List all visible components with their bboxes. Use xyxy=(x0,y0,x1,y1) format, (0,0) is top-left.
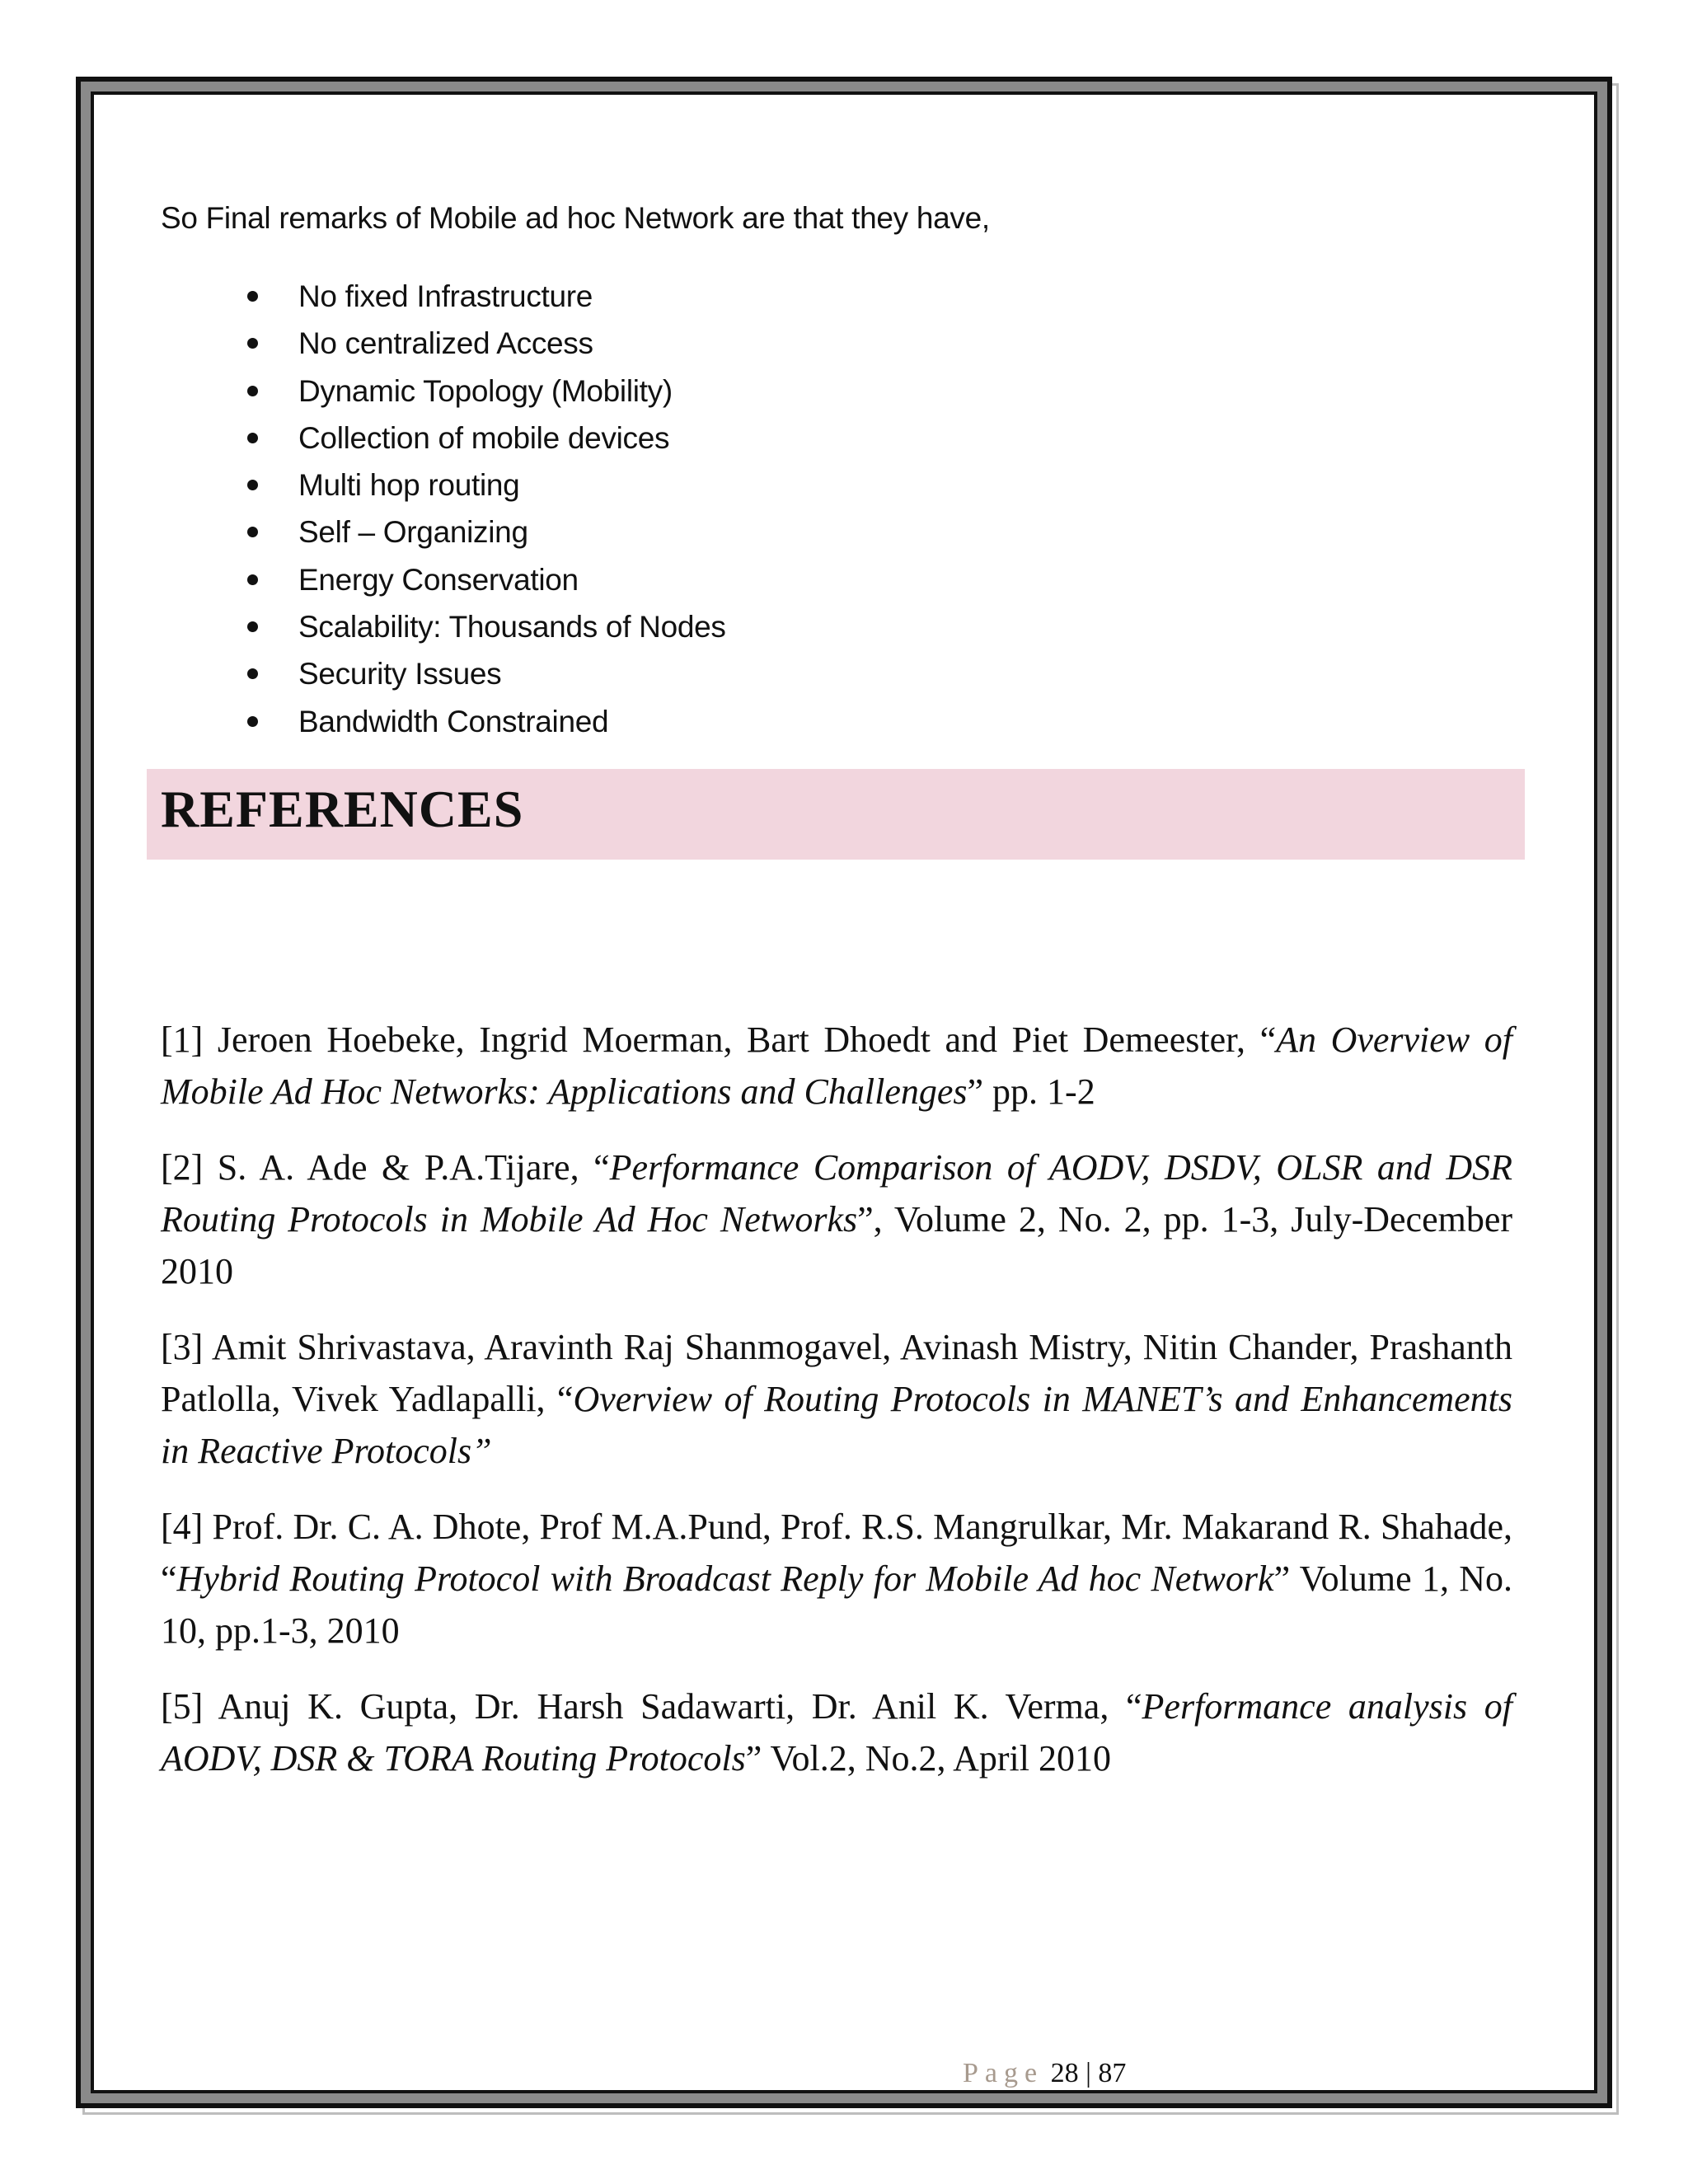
reference-title: Hybrid Routing Protocol with Broadcast Reply for Mobile Ad hoc Network xyxy=(176,1558,1274,1599)
bullet-icon xyxy=(247,291,258,302)
list-item: Dynamic Topology (Mobility) xyxy=(247,368,726,415)
reference-entry: [3] Amit Shrivastava, Aravinth Raj Shanmogavel, Avinash Mistry, Nitin Chander, Prashanth Patlolla, Vivek Yadlapalli, “Overview of Routing Protocols in MANET’s and Enhancements in Reactive Protocols” xyxy=(161,1327,1512,1471)
bullet-icon xyxy=(247,480,258,490)
list-item: Scalability: Thousands of Nodes xyxy=(247,603,726,650)
bullet-icon xyxy=(247,574,258,585)
reference-entry: [1] Jeroen Hoebeke, Ingrid Moerman, Bart Dhoedt and Piet Demeester, “An Overview of Mobile Ad Hoc Networks: Applications and Challenges” pp. 1-2 xyxy=(161,1019,1512,1112)
list-item: Energy Conservation xyxy=(247,556,726,603)
remarks-list xyxy=(247,273,726,745)
references-list xyxy=(161,1014,1512,1808)
bullet-icon xyxy=(247,433,258,443)
list-item: Multi hop routing xyxy=(247,462,726,509)
bullet-icon xyxy=(247,668,258,679)
list-item: No centralized Access xyxy=(247,320,726,367)
bullet-icon xyxy=(247,621,258,632)
bullet-icon xyxy=(247,338,258,349)
list-item: Security Issues xyxy=(247,650,726,697)
bullet-icon xyxy=(247,386,258,396)
reference-title: An Overview of Mobile Ad Hoc Networks: Applications and Challenges xyxy=(161,1019,1512,1112)
intro-paragraph: So Final remarks of Mobile ad hoc Network are that they have, xyxy=(161,201,990,235)
bullet-icon xyxy=(247,716,258,727)
list-item: No fixed Infrastructure xyxy=(247,273,726,320)
reference-title: Performance analysis of AODV, DSR & TORA Routing Protocols xyxy=(161,1686,1512,1779)
bullet-icon xyxy=(247,527,258,537)
reference-entry: [5] Anuj K. Gupta, Dr. Harsh Sadawarti, Dr. Anil K. Verma, “Performance analysis of AODV, DSR & TORA Routing Protocols” Vol.2, No.2, April 2010 xyxy=(161,1686,1512,1779)
references-heading: REFERENCES xyxy=(161,780,524,838)
page-label: Page xyxy=(963,2058,1044,2088)
list-item: Bandwidth Constrained xyxy=(247,698,726,745)
reference-entry: [4] Prof. Dr. C. A. Dhote, Prof M.A.Pund, Prof. R.S. Mangrulkar, Mr. Makarand R. Shahade, “Hybrid Routing Protocol with Broadcast Reply for Mobile Ad hoc Network” Volume 1, No. 10, pp.1-3, 2010 xyxy=(161,1507,1512,1651)
list-item: Self – Organizing xyxy=(247,509,726,555)
list-item: Collection of mobile devices xyxy=(247,415,726,462)
reference-title: Overview of Routing Protocols in MANET’s and Enhancements in Reactive Protocols” xyxy=(161,1379,1512,1471)
reference-title: Performance Comparison of AODV, DSDV, OLSR and DSR Routing Protocols in Mobile Ad Hoc Networks xyxy=(161,1147,1512,1240)
page-number-footer xyxy=(963,2058,1126,2089)
reference-entry: [2] S. A. Ade & P.A.Tijare, “Performance Comparison of AODV, DSDV, OLSR and DSR Routing Protocols in Mobile Ad Hoc Networks”, Volume 2, No. 2, pp. 1-3, July-December 2010 xyxy=(161,1147,1513,1291)
page-number: 28 | 87 xyxy=(1050,2058,1127,2088)
